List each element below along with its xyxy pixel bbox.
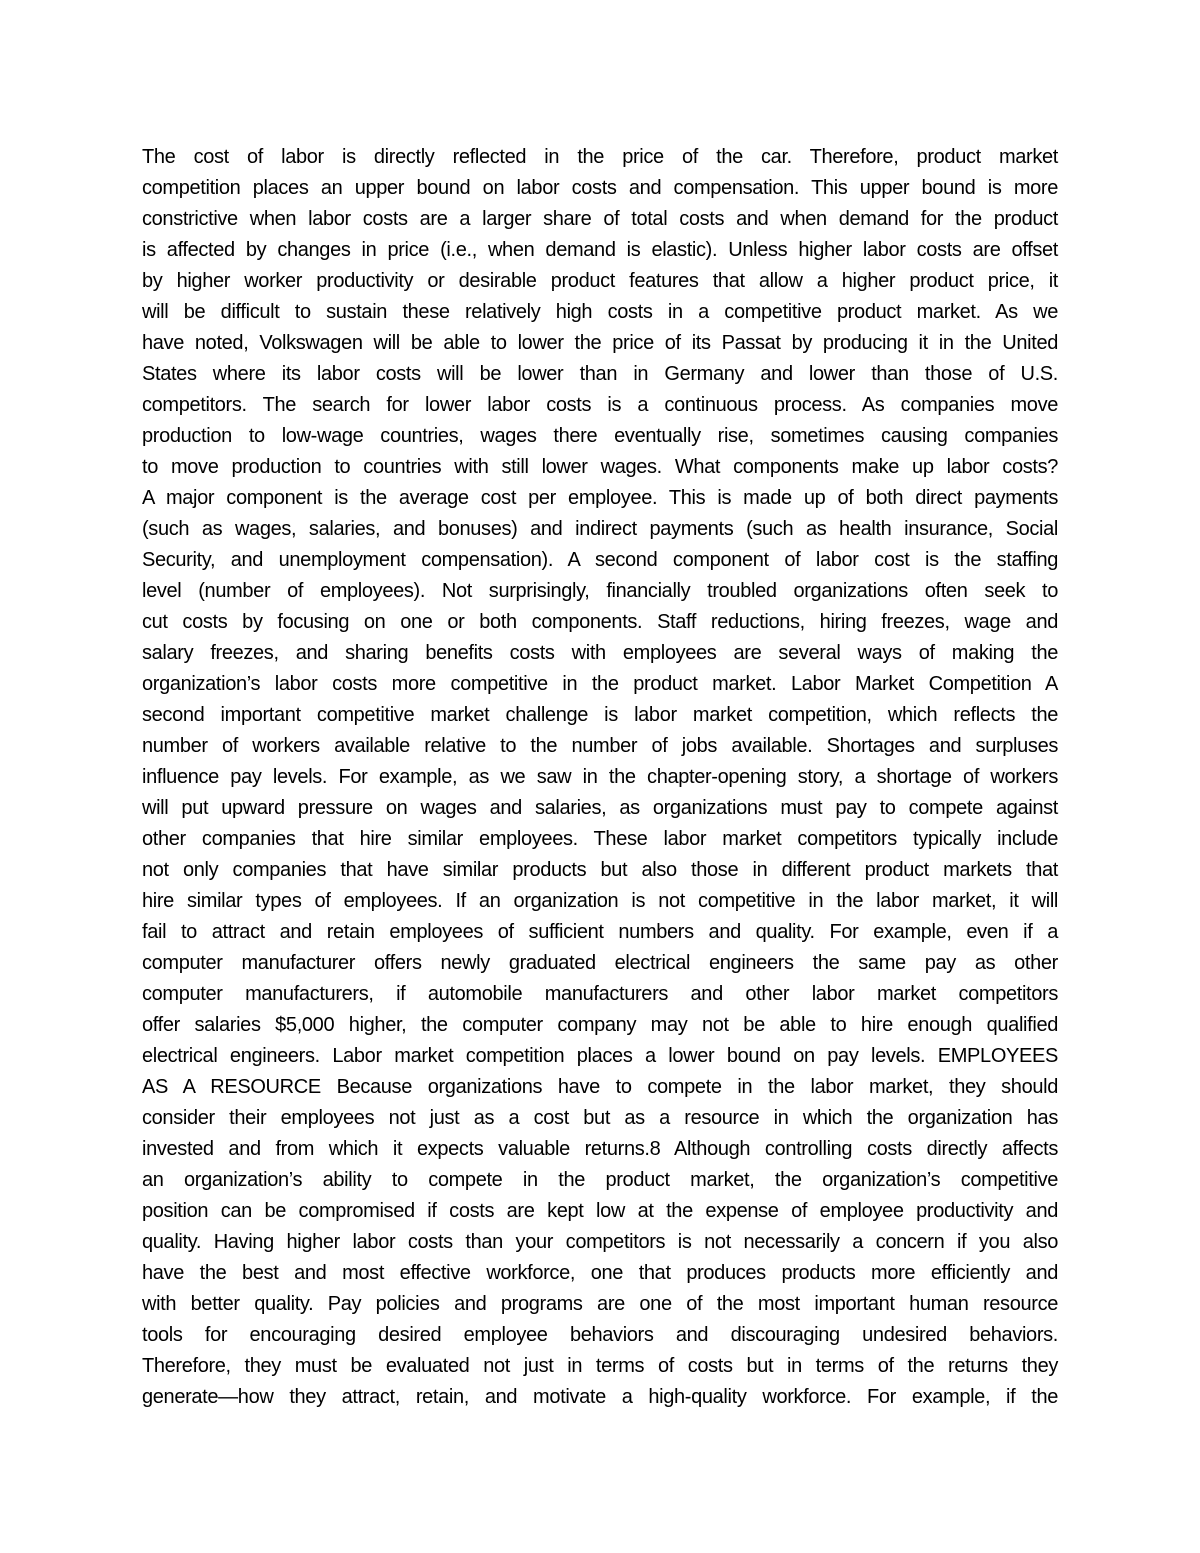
text-line: to move production to countries with still lower wages. What components make up labor costs? bbox=[142, 456, 1058, 478]
text-line: position can be compromised if costs are kept low at the expense of employee productivity and bbox=[142, 1200, 1058, 1222]
text-line: with better quality. Pay policies and programs are one of the most important human resource bbox=[142, 1293, 1058, 1315]
text-line: consider their employees not just as a cost but as a resource in which the organization has bbox=[142, 1107, 1058, 1129]
text-line: fail to attract and retain employees of sufficient numbers and quality. For example, even if a bbox=[142, 921, 1058, 943]
text-line: production to low-wage countries, wages there eventually rise, sometimes causing companies bbox=[142, 425, 1058, 447]
text-line: tools for encouraging desired employee behaviors and discouraging undesired behaviors. bbox=[142, 1324, 1058, 1346]
text-line: quality. Having higher labor costs than your competitors is not necessarily a concern if you also bbox=[142, 1231, 1058, 1253]
text-line: will put upward pressure on wages and salaries, as organizations must pay to compete against bbox=[142, 797, 1058, 819]
text-line: electrical engineers. Labor market competition places a lower bound on pay levels. EMPLOYEES bbox=[142, 1045, 1058, 1067]
text-line: second important competitive market challenge is labor market competition, which reflects the bbox=[142, 704, 1058, 726]
text-line: A major component is the average cost per employee. This is made up of both direct payments bbox=[142, 487, 1058, 509]
text-line: influence pay levels. For example, as we saw in the chapter-opening story, a shortage of workers bbox=[142, 766, 1058, 788]
text-line: cut costs by focusing on one or both components. Staff reductions, hiring freezes, wage and bbox=[142, 611, 1058, 633]
text-line: (such as wages, salaries, and bonuses) and indirect payments (such as health insurance, Social bbox=[142, 518, 1058, 540]
text-line: have noted, Volkswagen will be able to lower the price of its Passat by producing it in the United bbox=[142, 332, 1058, 354]
text-line: constrictive when labor costs are a larger share of total costs and when demand for the product bbox=[142, 208, 1058, 230]
text-line: generate—how they attract, retain, and motivate a high-quality workforce. For example, if the bbox=[142, 1386, 1058, 1408]
text-line: offer salaries $5,000 higher, the computer company may not be able to hire enough qualified bbox=[142, 1014, 1058, 1036]
body-text bbox=[142, 142, 1058, 1413]
text-line: other companies that hire similar employees. These labor market competitors typically include bbox=[142, 828, 1058, 850]
text-line: AS A RESOURCE Because organizations have to compete in the labor market, they should bbox=[142, 1076, 1058, 1098]
text-line: computer manufacturers, if automobile manufacturers and other labor market competitors bbox=[142, 983, 1058, 1005]
text-line: Therefore, they must be evaluated not just in terms of costs but in terms of the returns they bbox=[142, 1355, 1058, 1377]
text-line: an organization’s ability to compete in the product market, the organization’s competitive bbox=[142, 1169, 1058, 1191]
text-line: The cost of labor is directly reflected in the price of the car. Therefore, product market bbox=[142, 146, 1058, 168]
text-line: computer manufacturer offers newly graduated electrical engineers the same pay as other bbox=[142, 952, 1058, 974]
text-line: hire similar types of employees. If an organization is not competitive in the labor market, it will bbox=[142, 890, 1058, 912]
text-line: organization’s labor costs more competitive in the product market. Labor Market Competition A bbox=[142, 673, 1058, 695]
text-line: not only companies that have similar products but also those in different product markets that bbox=[142, 859, 1058, 881]
text-line: competitors. The search for lower labor costs is a continuous process. As companies move bbox=[142, 394, 1058, 416]
text-line: level (number of employees). Not surprisingly, financially troubled organizations often seek to bbox=[142, 580, 1058, 602]
text-line: salary freezes, and sharing benefits costs with employees are several ways of making the bbox=[142, 642, 1058, 664]
text-line: by higher worker productivity or desirable product features that allow a higher product price, it bbox=[142, 270, 1058, 292]
text-line: will be difficult to sustain these relatively high costs in a competitive product market. As we bbox=[142, 301, 1058, 323]
text-line: Security, and unemployment compensation). A second component of labor cost is the staffing bbox=[142, 549, 1058, 571]
text-line: number of workers available relative to the number of jobs available. Shortages and surpluses bbox=[142, 735, 1058, 757]
text-line: competition places an upper bound on labor costs and compensation. This upper bound is more bbox=[142, 177, 1058, 199]
text-line: invested and from which it expects valuable returns.8 Although controlling costs directly affects bbox=[142, 1138, 1058, 1160]
text-line: have the best and most effective workforce, one that produces products more efficiently and bbox=[142, 1262, 1058, 1284]
text-line: is affected by changes in price (i.e., when demand is elastic). Unless higher labor costs are offset bbox=[142, 239, 1058, 261]
text-line: States where its labor costs will be lower than in Germany and lower than those of U.S. bbox=[142, 363, 1058, 385]
